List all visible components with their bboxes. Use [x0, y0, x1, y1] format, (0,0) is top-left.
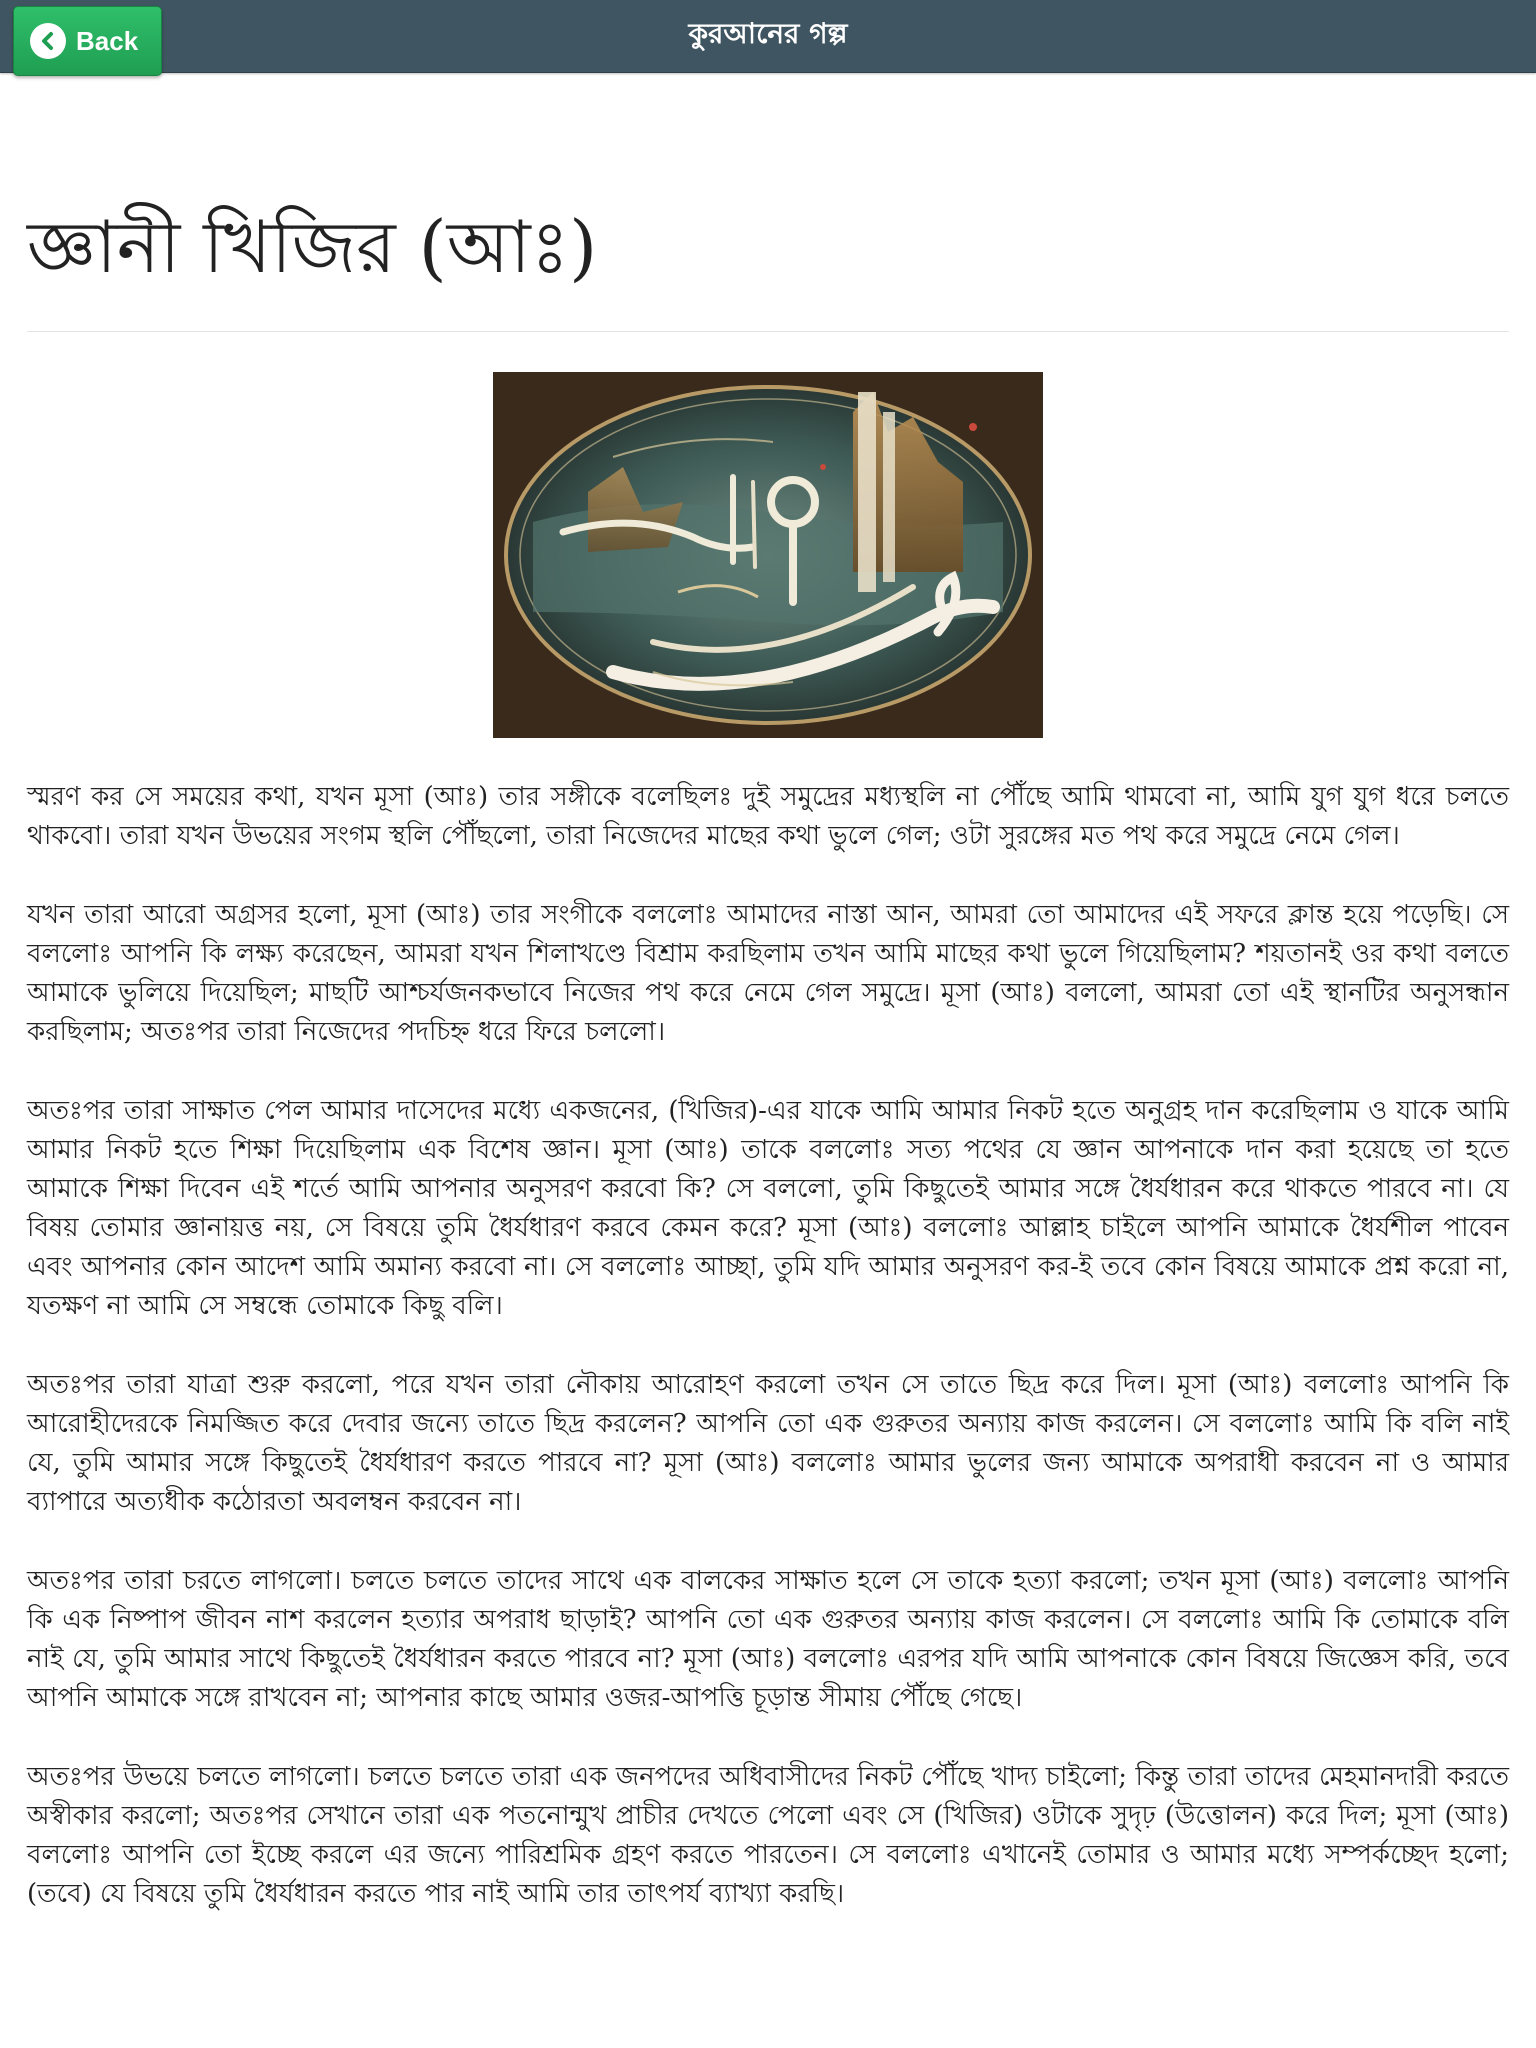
top-bar — [0, 0, 1536, 73]
app-title: কুরআনের গল্প — [688, 17, 848, 50]
back-button-label: Back — [76, 25, 139, 56]
story-paragraph: অতঃপর তারা যাত্রা শুরু করলো, পরে যখন তারা নৌকায় আরোহণ করলো তখন সে তাতে ছিদ্র করে দিল। মূসা (আঃ) বললোঃ আপনি কি আরোহীদেরকে নিমজ্জিত করে দেবার জন্যে তাতে ছিদ্র করলেন? আপনি তো এক গুরুতর অন্যায় কাজ করলেন। সে বললোঃ আমি কি বলি নাই যে, তুমি আমার সঙ্গে কিছুতেই ধৈর্যধারণ করতে পারবে না? মূসা (আঃ) বললোঃ আমার ভুলের জন্য আমাকে অপরাধী করবেন না ও আমার ব্যাপারে অত্যধীক কঠোরতা অবলম্বন করবেন না। — [27, 1370, 1509, 1517]
calligraphy-image — [493, 372, 1043, 738]
page-title: জ্ঞানী খিজির (আঃ) — [27, 205, 598, 289]
story-paragraph: যখন তারা আরো অগ্রসর হলো, মূসা (আঃ) তার সংগীকে বললোঃ আমাদের নাস্তা আন, আমরা তো আমাদের এই সফরে ক্লান্ত হয়ে পড়েছি। সে বললোঃ আপনি কি লক্ষ্য করেছেন, আমরা যখন শিলাখণ্ডে বিশ্রাম করছিলাম তখন আমি মাছের কথা ভুলে গিয়েছিলাম? শয়তানই ওর কথা বলতে আমাকে ভুলিয়ে দিয়েছিল; মাছটি আশ্চর্যজনকভাবে নিজের পথ করে নেমে গেল সমুদ্রে। মূসা (আঃ) বললো, আমরা তো এই স্থানটির অনুসন্ধান করছিলাম; অতঃপর তারা নিজেদের পদচিহ্ন ধরে ফিরে চললো। — [27, 900, 1509, 1047]
story-figure — [27, 332, 1509, 738]
story-body — [27, 778, 1509, 1914]
title-area — [27, 73, 1509, 331]
story-content — [0, 73, 1536, 1914]
story-paragraph: অতঃপর তারা চরতে লাগলো। চলতে চলতে তাদের সাথে এক বালকের সাক্ষাত হলে সে তাকে হত্যা করলো; তখন মূসা (আঃ) বললোঃ আপনি কি এক নিষ্পাপ জীবন নাশ করলেন হত্যার অপরাধ ছাড়াই? আপনি তো এক গুরুতর অন্যায় কাজ করলেন। সে বললোঃ আমি কি তোমাকে বলি নাই যে, তুমি আমার সাথে কিছুতেই ধৈর্যধারন করতে পারবে না? মূসা (আঃ) বললোঃ এরপর যদি আমি আপনাকে কোন বিষয়ে জিজ্ঞেস করি, তবে আপনি আমাকে সঙ্গে রাখবেন না; আপনার কাছে আমার ওজর-আপত্তি চূড়ান্ত সীমায় পৌঁছে গেছে। — [27, 1566, 1509, 1713]
back-button[interactable] — [13, 6, 162, 76]
story-paragraph: অতঃপর তারা সাক্ষাত পেল আমার দাসেদের মধ্যে একজনের, (খিজির)-এর যাকে আমি আমার নিকট হতে অনুগ্রহ দান করেছিলাম ও যাকে আমি আমার নিকট হতে শিক্ষা দিয়েছিলাম এক বিশেষ জ্ঞান। মূসা (আঃ) তাকে বললোঃ সত্য পথের যে জ্ঞান আপনাকে দান করা হয়েছে তা হতে আমাকে শিক্ষা দিবেন এই শর্তে আমি আপনার অনুসরণ করবো কি? সে বললো, তুমি কিছুতেই আমার সঙ্গে ধৈর্যধারন করে থাকতে পারবে না। যে বিষয় তোমার জ্ঞানায়ত্ত নয়, সে বিষয়ে তুমি ধৈর্যধারণ করবে কেমন করে? মূসা (আঃ) বললোঃ আল্লাহ চাইলে আপনি আমাকে ধৈর্যশীল পাবেন এবং আপনার কোন আদেশ আমি অমান্য করবো না। সে বললোঃ আচ্ছা, তুমি যদি আমার অনুসরণ কর-ই তবে কোন বিষয়ে আমাকে প্রশ্ন করো না, যতক্ষণ না আমি সে সম্বন্ধে তোমাকে কিছু বলি। — [27, 1096, 1509, 1321]
story-paragraph: স্মরণ কর সে সময়ের কথা, যখন মূসা (আঃ) তার সঙ্গীকে বলেছিলঃ দুই সমুদ্রের মধ্যস্থলি না পৌঁছে আমি থামবো না, আমি যুগ যুগ ধরে চলতে থাকবো। তারা যখন উভয়ের সংগম স্থলি পৌঁছলো, তারা নিজেদের মাছের কথা ভুলে গেল; ওটা সুরঙ্গের মত পথ করে সমুদ্রে নেমে গেল। — [27, 782, 1509, 851]
story-paragraph: অতঃপর উভয়ে চলতে লাগলো। চলতে চলতে তারা এক জনপদের অধিবাসীদের নিকট পৌঁছে খাদ্য চাইলো; কিন্তু তারা তাদের মেহমানদারী করতে অস্বীকার করলো; অতঃপর সেখানে তারা এক পতনোন্মুখ প্রাচীর দেখতে পেলো এবং সে (খিজির) ওটাকে সুদৃঢ় (উত্তোলন) করে দিল; মূসা (আঃ) বললোঃ আপনি তো ইচ্ছে করলে এর জন্যে পারিশ্রমিক গ্রহণ করতে পারতেন। সে বললোঃ এখানেই তোমার ও আমার মধ্যে সম্পর্কচ্ছেদ হলো; (তবে) যে বিষয়ে তুমি ধৈর্যধারন করতে পার নাই আমি তার তাৎপর্য ব্যাখ্যা করছি। — [27, 1762, 1509, 1909]
chevron-left-icon — [30, 23, 66, 59]
